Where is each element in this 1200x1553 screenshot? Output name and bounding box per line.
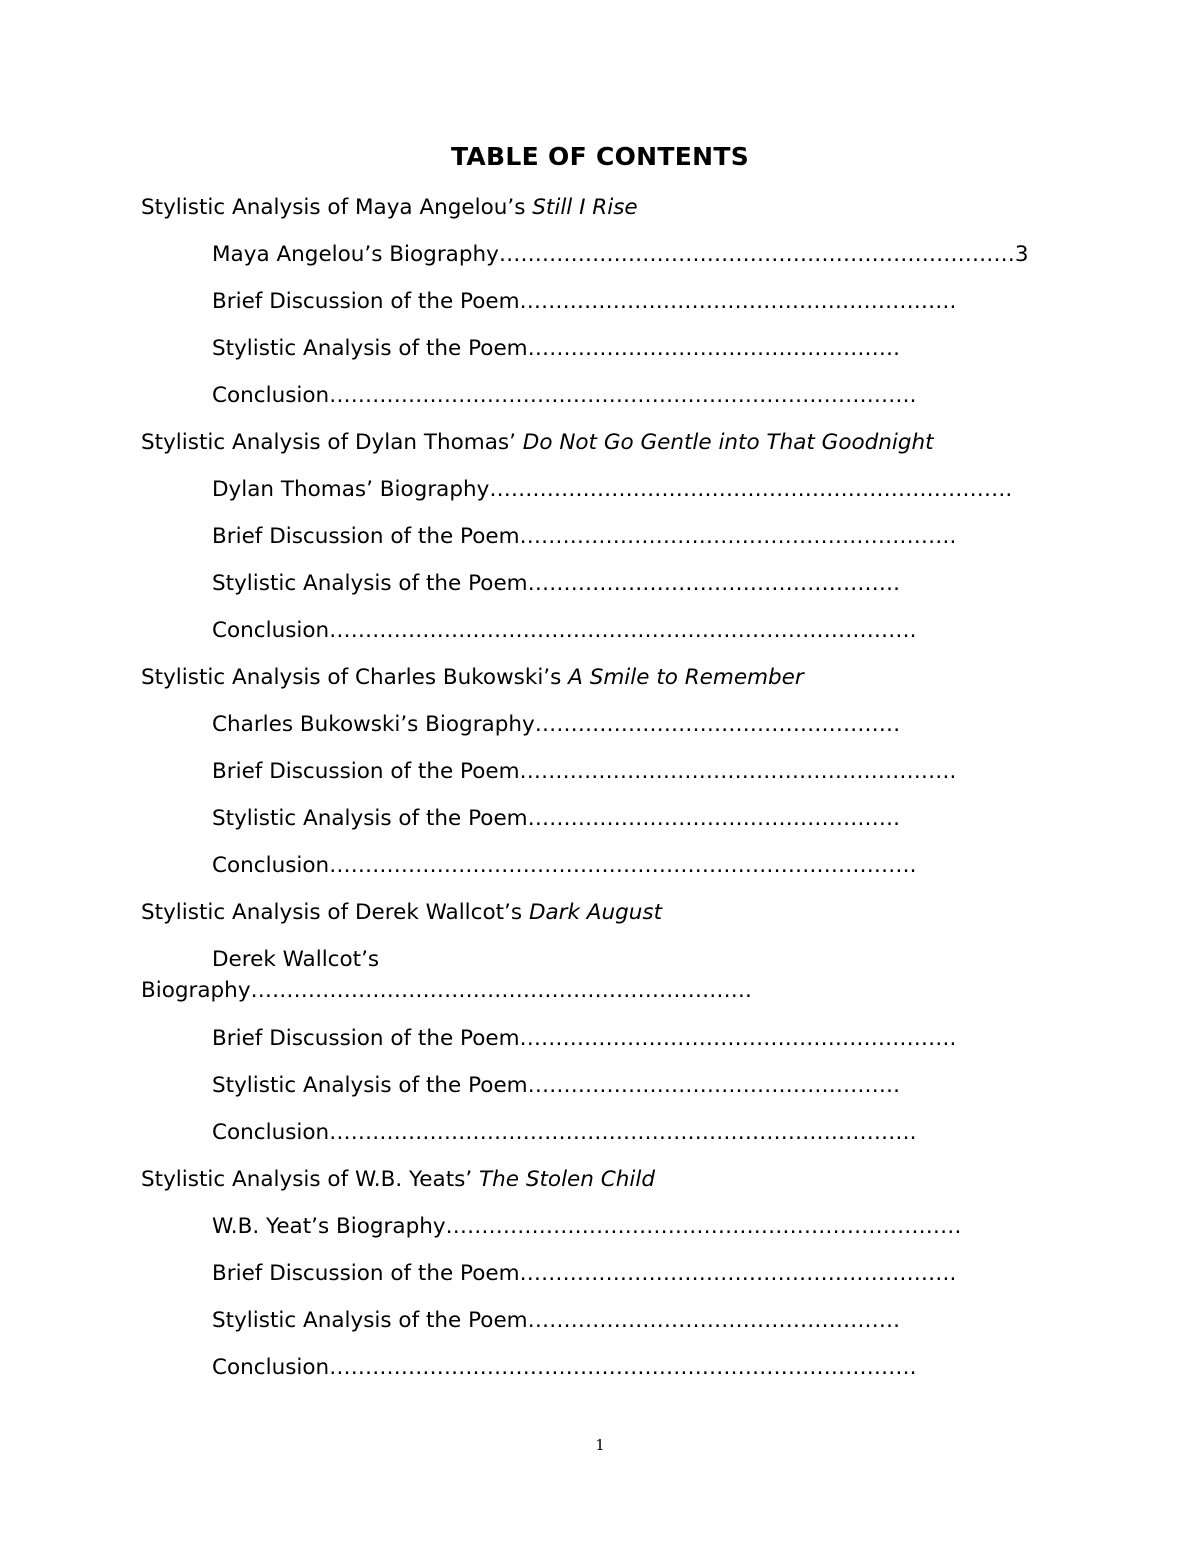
toc-entry[interactable]: Conclusion………………………………………………………………………. — [212, 383, 917, 408]
toc-entry-continuation[interactable]: Biography……………………………………………………………. — [141, 978, 752, 1003]
poem-title: A Smile to Remember — [568, 665, 804, 690]
section-heading — [141, 1166, 655, 1194]
toc-entry[interactable]: Stylistic Analysis of the Poem……………………………………………. — [212, 1308, 900, 1333]
section-heading — [141, 664, 804, 692]
poem-title: Still I Rise — [532, 195, 638, 220]
poem-title: The Stolen Child — [479, 1167, 655, 1192]
poem-title: Dark August — [528, 900, 663, 925]
section-heading — [141, 899, 662, 927]
toc-entry[interactable]: Conclusion………………………………………………………………………. — [212, 1355, 917, 1380]
toc-entry[interactable]: Maya Angelou’s Biography………………………………………………………………3 — [212, 242, 1029, 267]
section-heading-text: Stylistic Analysis of Derek Wallcot’s — [141, 900, 529, 925]
toc-entry[interactable]: W.B. Yeat’s Biography……………………………………………………………… — [212, 1214, 962, 1239]
section-heading — [141, 429, 934, 457]
toc-entry[interactable]: Charles Bukowski’s Biography…………………………………………… — [212, 712, 901, 737]
toc-entry[interactable]: Conclusion………………………………………………………………………. — [212, 853, 917, 878]
toc-entry[interactable]: Brief Discussion of the Poem……………………………………………………. — [212, 759, 957, 784]
section-heading — [141, 194, 638, 222]
section-heading-text: Stylistic Analysis of Maya Angelou’s — [141, 195, 533, 220]
page-title: TABLE OF CONTENTS — [451, 142, 749, 171]
toc-entry[interactable]: Derek Wallcot’s — [212, 947, 380, 972]
section-heading-text: Stylistic Analysis of Dylan Thomas’ — [141, 430, 523, 455]
toc-entry[interactable]: Conclusion………………………………………………………………………. — [212, 1120, 917, 1145]
toc-entry[interactable]: Brief Discussion of the Poem……………………………………………………. — [212, 524, 957, 549]
toc-entry[interactable]: Brief Discussion of the Poem……………………………………………………. — [212, 289, 957, 314]
toc-entry[interactable]: Stylistic Analysis of the Poem……………………………………………. — [212, 1073, 900, 1098]
section-heading-text: Stylistic Analysis of W.B. Yeats’ — [141, 1167, 480, 1192]
toc-entry[interactable]: Brief Discussion of the Poem……………………………………………………. — [212, 1026, 957, 1051]
toc-entry[interactable]: Conclusion………………………………………………………………………. — [212, 618, 917, 643]
toc-entry[interactable]: Stylistic Analysis of the Poem……………………………………………. — [212, 571, 900, 596]
toc-entry[interactable]: Stylistic Analysis of the Poem……………………………………………. — [212, 336, 900, 361]
toc-entry[interactable]: Stylistic Analysis of the Poem……………………………………………. — [212, 806, 900, 831]
toc-entry[interactable]: Dylan Thomas’ Biography………………………………………………………………. — [212, 477, 1013, 502]
section-heading-text: Stylistic Analysis of Charles Bukowski’s — [141, 665, 569, 690]
toc-entry[interactable]: Brief Discussion of the Poem……………………………………………………. — [212, 1261, 957, 1286]
poem-title: Do Not Go Gentle into That Goodnight — [522, 430, 934, 455]
page-number: 1 — [595, 1436, 605, 1454]
